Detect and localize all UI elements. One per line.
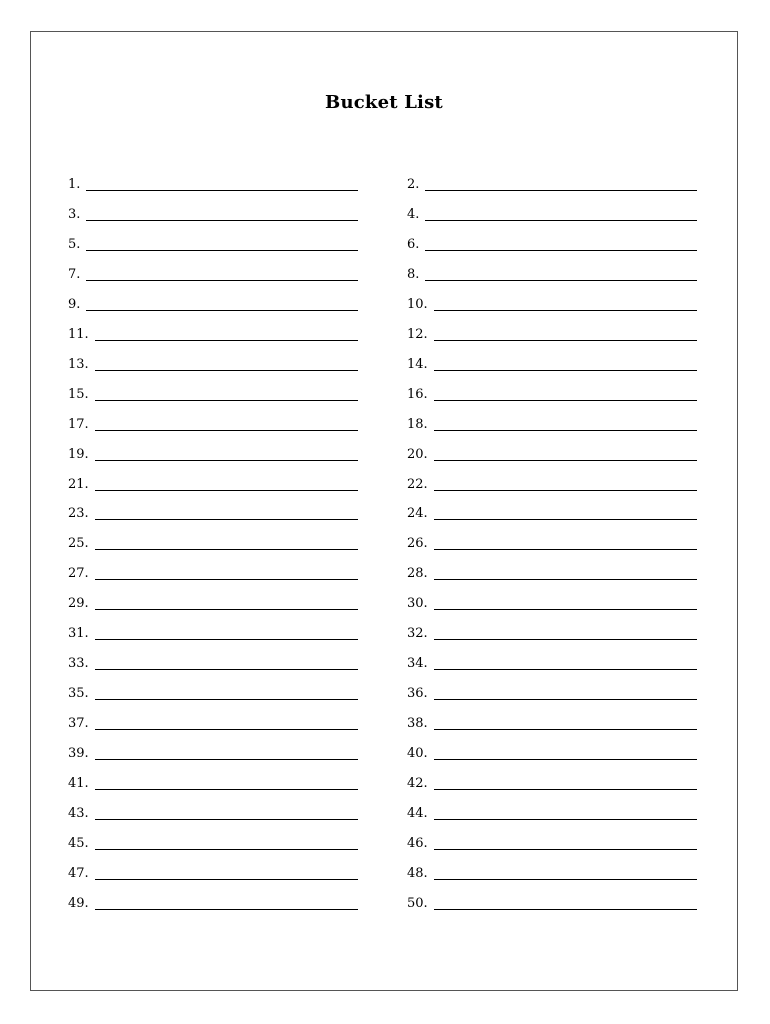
list-row: [68, 770, 708, 800]
item-number: 32.: [407, 626, 428, 642]
list-item: [68, 860, 368, 882]
list-item: [68, 441, 368, 463]
list-item: [407, 261, 707, 283]
list-row: [68, 441, 708, 471]
item-number: 2.: [407, 177, 420, 192]
blank-entry-line[interactable]: [434, 609, 697, 610]
blank-entry-line[interactable]: [434, 400, 697, 401]
blank-entry-line[interactable]: [95, 490, 358, 491]
item-number: 34.: [407, 656, 428, 672]
item-number: 50.: [407, 895, 428, 911]
item-number: 36.: [407, 686, 428, 702]
list-item: [407, 530, 707, 552]
blank-entry-line[interactable]: [434, 819, 697, 820]
blank-entry-line[interactable]: [434, 579, 697, 580]
blank-entry-line[interactable]: [434, 549, 697, 550]
list-item: [68, 800, 368, 822]
list-row: [68, 650, 708, 680]
blank-entry-line[interactable]: [95, 849, 358, 850]
item-number: 48.: [407, 865, 428, 881]
list-item: [68, 500, 368, 522]
item-number: 29.: [68, 596, 89, 612]
list-row: [68, 381, 708, 411]
list-item: [68, 650, 368, 672]
list-row: [68, 201, 708, 231]
item-number: 8.: [407, 266, 420, 282]
item-number: 7.: [68, 266, 81, 282]
item-number: 9.: [68, 296, 81, 312]
blank-entry-line[interactable]: [95, 699, 358, 700]
list-row: [68, 680, 708, 710]
blank-entry-line[interactable]: [86, 220, 358, 221]
item-number: 42.: [407, 776, 428, 791]
blank-entry-line[interactable]: [95, 819, 358, 820]
item-number: 26.: [407, 536, 428, 552]
blank-entry-line[interactable]: [95, 519, 358, 520]
list-item: [68, 560, 368, 582]
list-item: [68, 710, 368, 732]
item-number: 25.: [68, 536, 89, 552]
item-number: 22.: [407, 476, 428, 492]
item-number: 23.: [68, 506, 89, 522]
list-item: [68, 530, 368, 552]
item-number: 20.: [407, 446, 428, 462]
list-item: [407, 171, 707, 193]
list-row: [68, 291, 708, 321]
list-item: [68, 321, 368, 343]
item-number: 46.: [407, 835, 428, 851]
list-item: [407, 830, 707, 852]
blank-entry-line[interactable]: [434, 909, 697, 910]
item-number: 35.: [68, 686, 89, 702]
list-row: [68, 261, 708, 291]
list-item: [407, 411, 707, 433]
blank-entry-line[interactable]: [95, 370, 358, 371]
blank-entry-line[interactable]: [95, 340, 358, 341]
blank-entry-line[interactable]: [86, 190, 358, 191]
list-item: [407, 680, 707, 702]
item-number: 19.: [68, 446, 89, 462]
list-row: [68, 500, 708, 530]
item-number: 4.: [407, 206, 420, 222]
list-item: [407, 860, 707, 882]
blank-entry-line[interactable]: [434, 729, 697, 730]
blank-entry-line[interactable]: [86, 310, 358, 311]
item-number: 43.: [68, 805, 89, 821]
blank-entry-line[interactable]: [434, 879, 697, 880]
item-number: 47.: [68, 865, 89, 881]
blank-entry-line[interactable]: [434, 340, 697, 341]
list-item: [68, 590, 368, 612]
list-item: [407, 351, 707, 373]
blank-entry-line[interactable]: [95, 430, 358, 431]
blank-entry-line[interactable]: [434, 310, 697, 311]
item-number: 45.: [68, 835, 89, 851]
list-row: [68, 710, 708, 740]
list-item: [68, 680, 368, 702]
list-item: [68, 770, 368, 792]
item-number: 30.: [407, 596, 428, 612]
item-number: 37.: [68, 716, 89, 732]
list-item: [68, 830, 368, 852]
blank-entry-line[interactable]: [434, 669, 697, 670]
list-row: [68, 231, 708, 261]
blank-entry-line[interactable]: [95, 909, 358, 910]
blank-entry-line[interactable]: [434, 849, 697, 850]
list-item: [407, 321, 707, 343]
blank-entry-line[interactable]: [434, 789, 697, 790]
item-number: 38.: [407, 716, 428, 732]
list-row: [68, 411, 708, 441]
blank-entry-line[interactable]: [95, 460, 358, 461]
list-item: [68, 171, 368, 193]
blank-entry-line[interactable]: [95, 609, 358, 610]
blank-entry-line[interactable]: [95, 639, 358, 640]
blank-entry-line[interactable]: [434, 370, 697, 371]
item-number: 41.: [68, 776, 89, 791]
list-item: [68, 471, 368, 493]
item-number: 49.: [68, 895, 89, 911]
blank-entry-line[interactable]: [425, 250, 697, 251]
item-number: 14.: [407, 356, 428, 372]
blank-entry-line[interactable]: [434, 699, 697, 700]
blank-entry-line[interactable]: [434, 519, 697, 520]
item-number: 5.: [68, 236, 81, 252]
list-item: [407, 740, 707, 762]
blank-entry-line[interactable]: [86, 280, 358, 281]
list-item: [407, 201, 707, 223]
item-number: 28.: [407, 566, 428, 582]
list-item: [407, 770, 707, 792]
blank-entry-line[interactable]: [434, 430, 697, 431]
list-row: [68, 890, 708, 920]
list-item: [68, 411, 368, 433]
item-number: 12.: [407, 326, 428, 342]
list-item: [407, 710, 707, 732]
list-item: [68, 261, 368, 283]
list-row: [68, 590, 708, 620]
document-page: [30, 31, 738, 991]
blank-entry-line[interactable]: [434, 490, 697, 491]
list-item: [407, 590, 707, 612]
list-row: [68, 740, 708, 770]
list-row: [68, 800, 708, 830]
list-item: [407, 381, 707, 403]
blank-entry-line[interactable]: [86, 250, 358, 251]
list-row: [68, 560, 708, 590]
list-row: [68, 351, 708, 381]
item-number: 13.: [68, 356, 89, 372]
blank-entry-line[interactable]: [425, 190, 697, 191]
item-number: 1.: [68, 177, 81, 192]
item-number: 33.: [68, 656, 89, 672]
item-number: 31.: [68, 626, 89, 642]
list-item: [407, 800, 707, 822]
list-item: [68, 291, 368, 313]
blank-entry-line[interactable]: [95, 789, 358, 790]
list-row: [68, 171, 708, 201]
list-item: [407, 620, 707, 642]
blank-entry-line[interactable]: [95, 400, 358, 401]
list-item: [68, 351, 368, 373]
blank-entry-line[interactable]: [95, 759, 358, 760]
blank-entry-line[interactable]: [425, 280, 697, 281]
list-item: [407, 231, 707, 253]
item-number: 3.: [68, 206, 81, 222]
blank-entry-line[interactable]: [95, 669, 358, 670]
item-number: 6.: [407, 236, 420, 252]
item-number: 24.: [407, 506, 428, 522]
item-number: 11.: [68, 326, 89, 342]
list-item: [407, 441, 707, 463]
list-row: [68, 530, 708, 560]
list-row: [68, 471, 708, 501]
blank-entry-line[interactable]: [425, 220, 697, 221]
item-number: 21.: [68, 476, 89, 492]
list-item: [68, 231, 368, 253]
list-item: [68, 201, 368, 223]
list-item: [68, 381, 368, 403]
blank-entry-line[interactable]: [95, 579, 358, 580]
list-item: [68, 620, 368, 642]
item-number: 15.: [68, 386, 89, 402]
item-number: 10.: [407, 296, 428, 312]
list-item: [407, 291, 707, 313]
list-row: [68, 620, 708, 650]
list-row: [68, 830, 708, 860]
list-row: [68, 321, 708, 351]
item-number: 17.: [68, 416, 89, 432]
blank-entry-line[interactable]: [434, 460, 697, 461]
list-item: [407, 500, 707, 522]
list-item: [407, 890, 707, 912]
page-title: Bucket List: [325, 92, 443, 113]
blank-entry-line[interactable]: [95, 549, 358, 550]
list-item: [68, 740, 368, 762]
item-number: 18.: [407, 416, 428, 432]
blank-entry-line[interactable]: [95, 879, 358, 880]
item-number: 39.: [68, 746, 89, 762]
item-number: 44.: [407, 805, 428, 821]
item-number: 27.: [68, 566, 89, 582]
blank-entry-line[interactable]: [434, 759, 697, 760]
blank-entry-line[interactable]: [434, 639, 697, 640]
list-item: [407, 650, 707, 672]
item-number: 16.: [407, 386, 428, 402]
list-row: [68, 860, 708, 890]
list-item: [407, 471, 707, 493]
list-item: [68, 890, 368, 912]
blank-entry-line[interactable]: [95, 729, 358, 730]
item-number: 40.: [407, 746, 428, 762]
list-item: [407, 560, 707, 582]
